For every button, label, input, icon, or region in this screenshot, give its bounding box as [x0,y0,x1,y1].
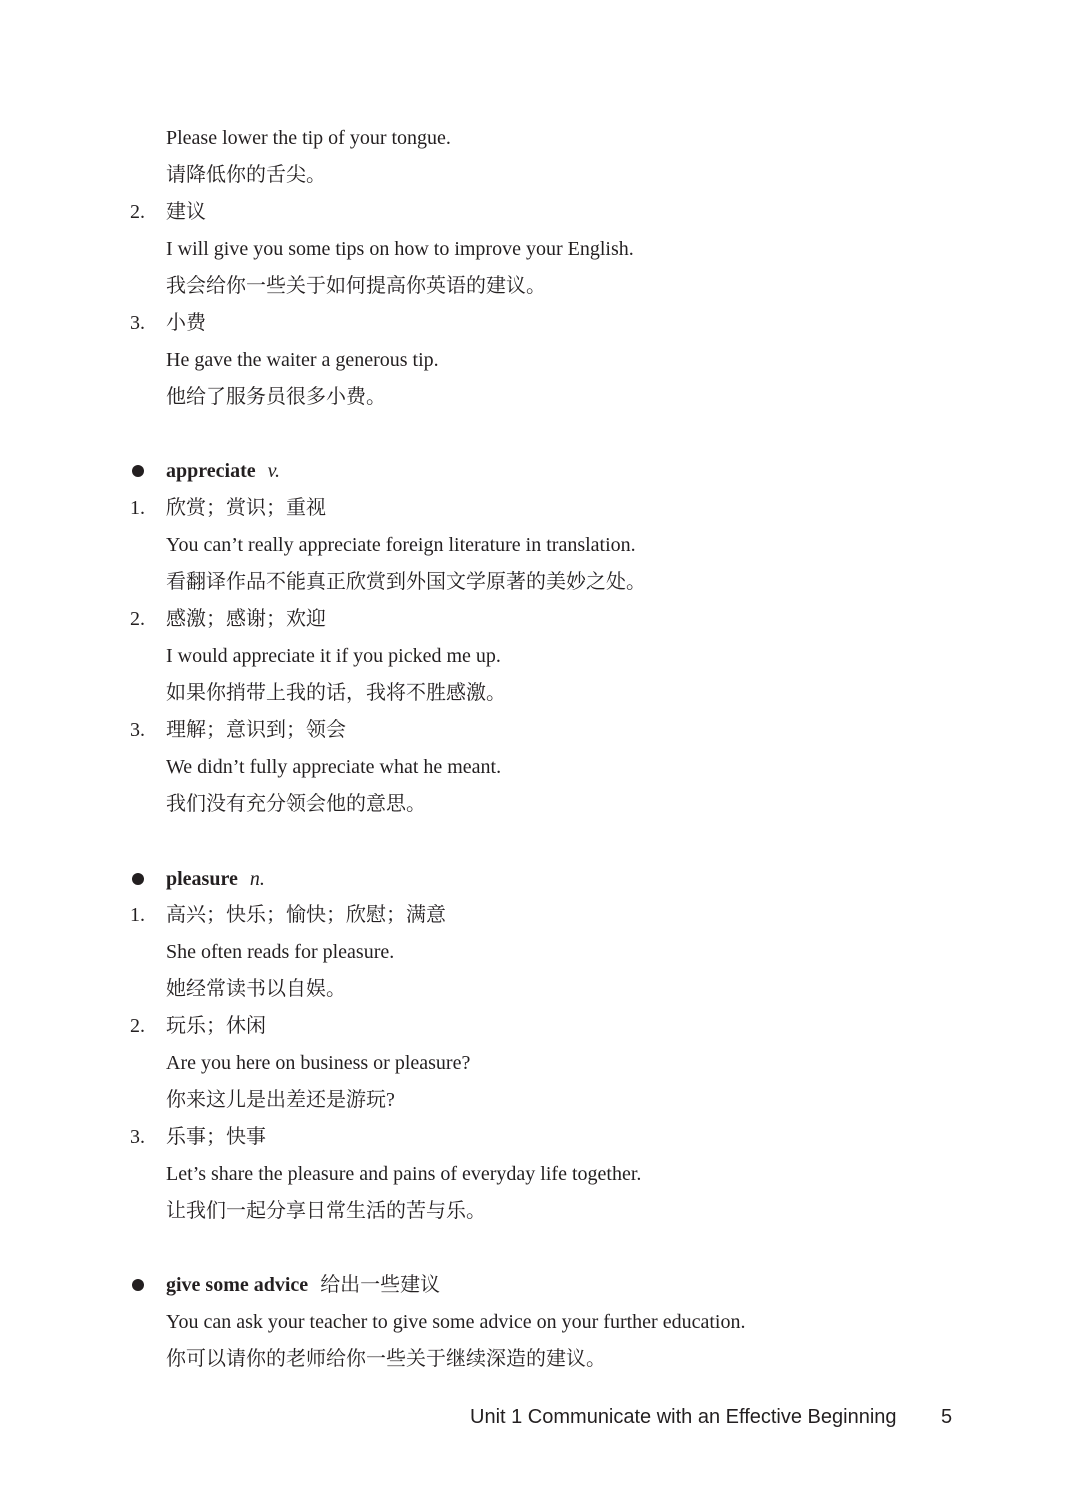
sense-definition: 玩乐；休闲 [166,1015,266,1037]
example-sentence-en: We didn’t fully appreciate what he meant. [166,756,502,778]
entry-headword [166,459,280,483]
sense-definition: 欣赏；赏识；重视 [166,497,326,519]
example-sentence-cn: 我会给你一些关于如何提高你英语的建议。 [166,275,546,297]
example-sentence-cn: 看翻译作品不能真正欣赏到外国文学原著的美妙之处。 [166,571,646,593]
example-sentence-en: Please lower the tip of your tongue. [166,127,451,149]
bullet-icon [132,465,144,477]
headword: give some advice [166,1274,309,1296]
example-sentence-en: I will give you some tips on how to improve your English. [166,238,634,260]
example-sentence-cn: 让我们一起分享日常生活的苦与乐。 [166,1200,486,1222]
example-sentence-en: I would appreciate it if you picked me up. [166,645,501,667]
example-sentence-cn: 他给了服务员很多小费。 [166,386,386,408]
part-of-speech: v. [267,460,281,482]
example-sentence-cn: 你来这儿是出差还是游玩? [166,1089,395,1111]
example-sentence-en: He gave the waiter a generous tip. [166,349,439,371]
example-sentence-cn: 她经常读书以自娱。 [166,978,346,1000]
sense-number: 2. [130,201,145,223]
sense-number: 3. [130,719,145,741]
entry-headword [166,867,265,891]
running-footer-unit: Unit 1 Communicate with an Effective Beginning [470,1406,897,1428]
sense-number: 3. [130,1126,145,1148]
bullet-icon [132,1279,144,1291]
example-sentence-cn: 我们没有充分领会他的意思。 [166,793,426,815]
page-number: 5 [941,1406,953,1428]
sense-number: 1. [130,497,145,519]
sense-number: 3. [130,312,145,334]
part-of-speech: n. [249,868,265,890]
headword: appreciate [166,460,256,482]
entry-headword [166,1273,440,1297]
bullet-icon [132,873,144,885]
sense-definition: 理解；意识到；领会 [166,719,346,741]
example-sentence-en: Are you here on business or pleasure? [166,1052,471,1074]
sense-number: 2. [130,608,145,630]
sense-definition: 乐事；快事 [166,1126,266,1148]
example-sentence-en: She often reads for pleasure. [166,941,395,963]
sense-number: 2. [130,1015,145,1037]
sense-definition: 感激；感谢；欢迎 [166,608,326,630]
example-sentence-en: You can ask your teacher to give some advice on your further education. [166,1311,746,1333]
example-sentence-cn: 你可以请你的老师给你一些关于继续深造的建议。 [166,1348,606,1370]
sense-number: 1. [130,904,145,926]
headword: pleasure [166,868,238,890]
phrase-definition: 给出一些建议 [320,1274,441,1296]
sense-definition: 高兴；快乐；愉快；欣慰；满意 [166,904,446,926]
example-sentence-cn: 请降低你的舌尖。 [166,164,326,186]
example-sentence-cn: 如果你捎带上我的话，我将不胜感激。 [166,682,506,704]
example-sentence-en: You can’t really appreciate foreign literature in translation. [166,534,636,556]
sense-definition: 建议 [166,201,206,223]
sense-definition: 小费 [166,312,206,334]
example-sentence-en: Let’s share the pleasure and pains of everyday life together. [166,1163,642,1185]
